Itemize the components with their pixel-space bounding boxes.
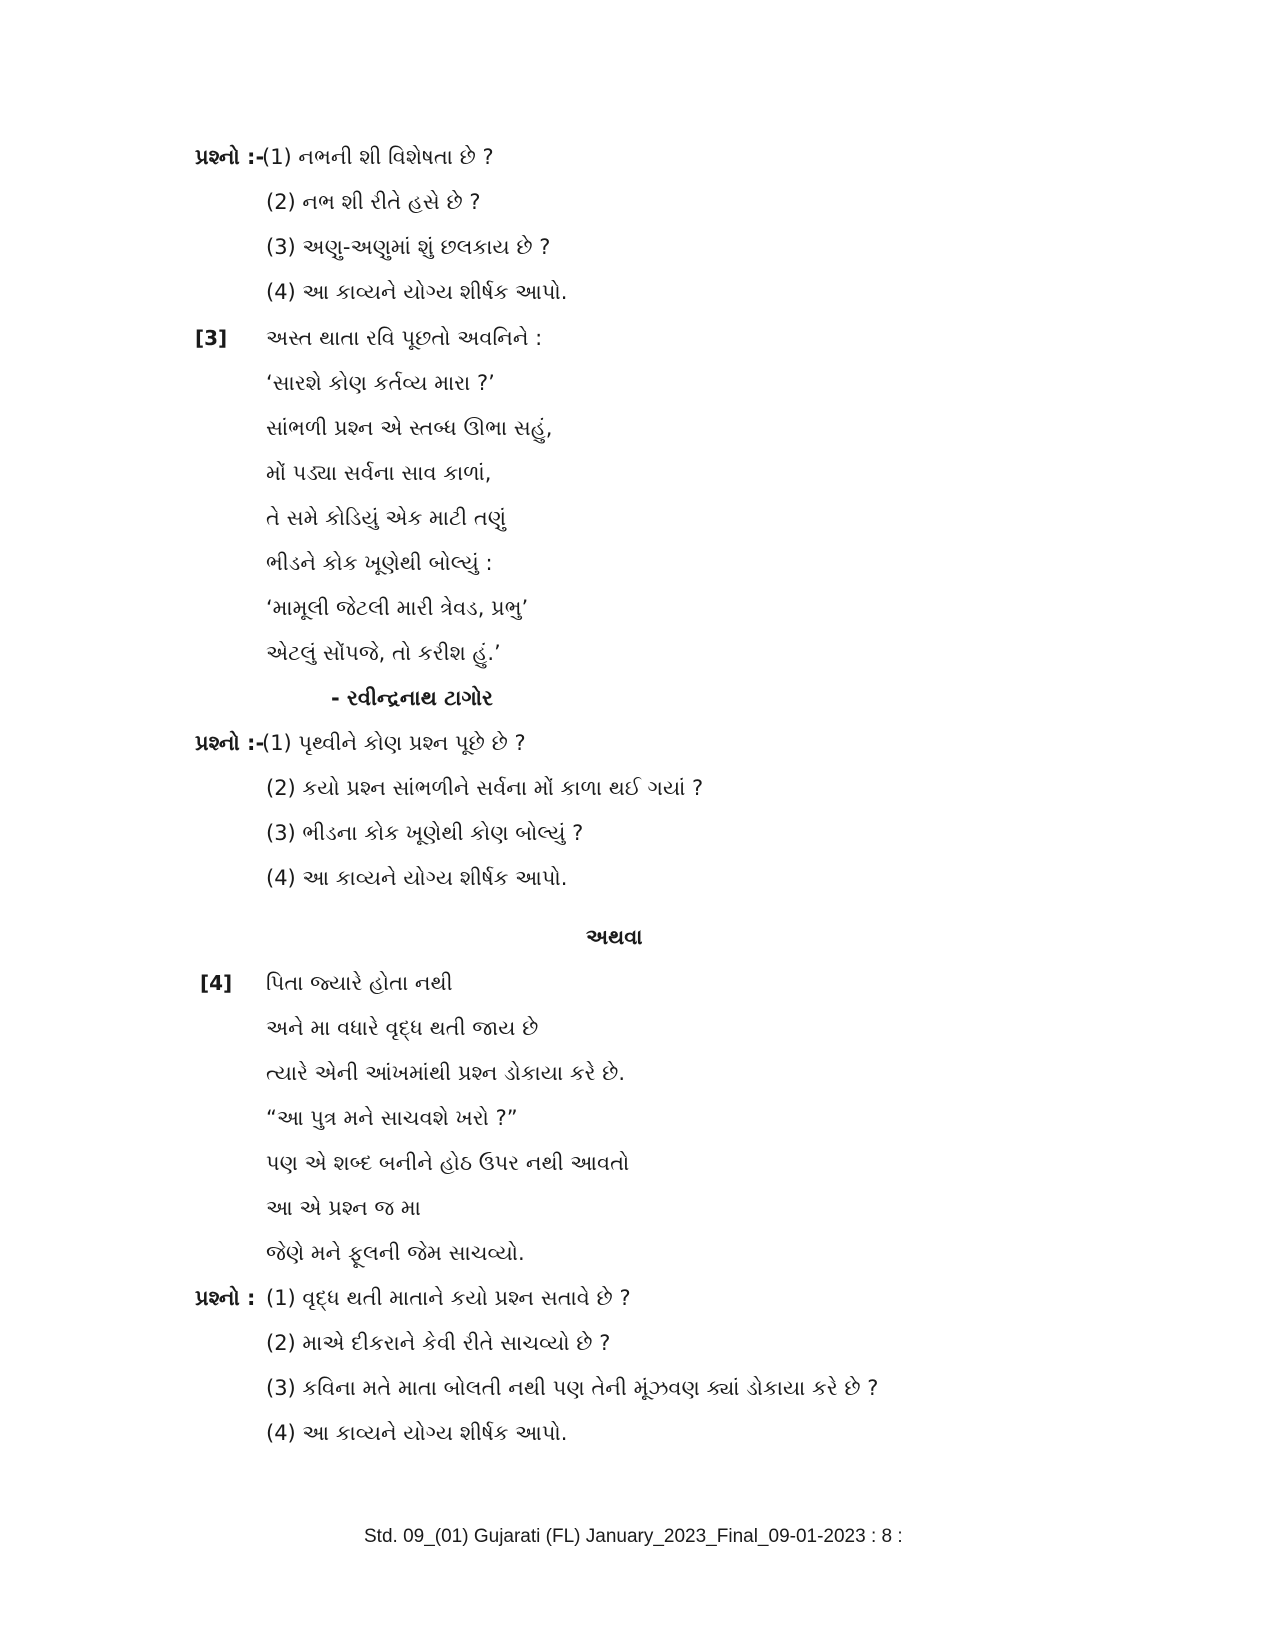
question-item: (4) આ કાવ્યને યોગ્ય શીર્ષક આપો. xyxy=(266,1421,568,1445)
poem-line: અસ્ત થાતા રવિ પૂછતો અવનિને : xyxy=(266,326,543,350)
or-divider-text: અથવા xyxy=(586,925,643,949)
poem-line: ભીડને કોક ખૂણેથી બોલ્યું : xyxy=(266,551,493,575)
question-item: (4) આ કાવ્યને યોગ્ય શીર્ષક આપો. xyxy=(266,280,568,304)
poem-line: આ એ પ્રશ્ન જ મા xyxy=(266,1196,421,1220)
question-item: (4) આ કાવ્યને યોગ્ય શીર્ષક આપો. xyxy=(266,866,568,890)
poem-line: મોં પડ્યા સર્વના સાવ કાળાં, xyxy=(266,461,492,485)
questions-label: પ્રશ્નો : xyxy=(195,1286,256,1310)
question-item: (2) માએ દીકરાને કેવી રીતે સાચવ્યો છે ? xyxy=(266,1331,611,1355)
poem-line: તે સમે કોડિયું એક માટી તણું xyxy=(266,506,507,530)
questions-label: પ્રશ્નો :- xyxy=(195,731,265,755)
question-item: (1) નભની શી વિશેષતા છે ? xyxy=(262,145,494,169)
poem-line: સાંભળી પ્રશ્ન એ સ્તબ્ધ ઊભા સહું, xyxy=(266,416,553,440)
poem-line: ‘સારશે કોણ કર્તવ્ય મારા ?’ xyxy=(266,371,495,395)
poem-line: “આ પુત્ર મને સાચવશે ખરો ?” xyxy=(266,1106,518,1130)
question-item: (2) નભ શી રીતે હસે છે ? xyxy=(266,190,481,214)
question-item: (3) કવિના મતે માતા બોલતી નથી પણ તેની મૂંઝવણ ક્યાં ડોકાયા કરે છે ? xyxy=(266,1376,879,1400)
question-number: [4] xyxy=(200,971,233,995)
question-item: (1) પૃથ્વીને કોણ પ્રશ્ન પૂછે છે ? xyxy=(262,731,526,755)
page-footer: Std. 09_(01) Gujarati (FL) January_2023_Final_09-01-2023 : 8 : xyxy=(364,1526,903,1547)
poem-line: એટલું સોંપજે, તો કરીશ હું.’ xyxy=(266,641,501,665)
poem-line: અને મા વધારે વૃદ્ધ થતી જાય છે xyxy=(266,1016,539,1040)
poem-line: ‘મામૂલી જેટલી મારી ત્રેવડ, પ્રભુ’ xyxy=(266,596,529,620)
questions-label: પ્રશ્નો :- xyxy=(195,145,265,169)
poem-line: જેણે મને ફૂલની જેમ સાચવ્યો. xyxy=(266,1241,525,1265)
question-item: (3) અણુ-અણુમાં શું છલકાય છે ? xyxy=(266,235,551,259)
question-item: (1) વૃદ્ધ થતી માતાને કયો પ્રશ્ન સતાવે છે ? xyxy=(266,1286,631,1310)
poem-line: પણ એ શબ્દ બનીને હોઠ ઉપર નથી આવતો xyxy=(266,1151,630,1175)
question-item: (2) કયો પ્રશ્ન સાંભળીને સર્વના મોં કાળા થઈ ગયાં ? xyxy=(266,776,704,800)
poem-line: ત્યારે એની આંખમાંથી પ્રશ્ન ડોકાયા કરે છે. xyxy=(266,1061,626,1085)
poem-line: પિતા જ્યારે હોતા નથી xyxy=(266,971,453,995)
question-number: [3] xyxy=(195,326,228,350)
question-item: (3) ભીડના કોક ખૂણેથી કોણ બોલ્યું ? xyxy=(266,821,584,845)
poem-author: - રવીન્દ્રનાથ ટાગોર xyxy=(331,686,493,710)
